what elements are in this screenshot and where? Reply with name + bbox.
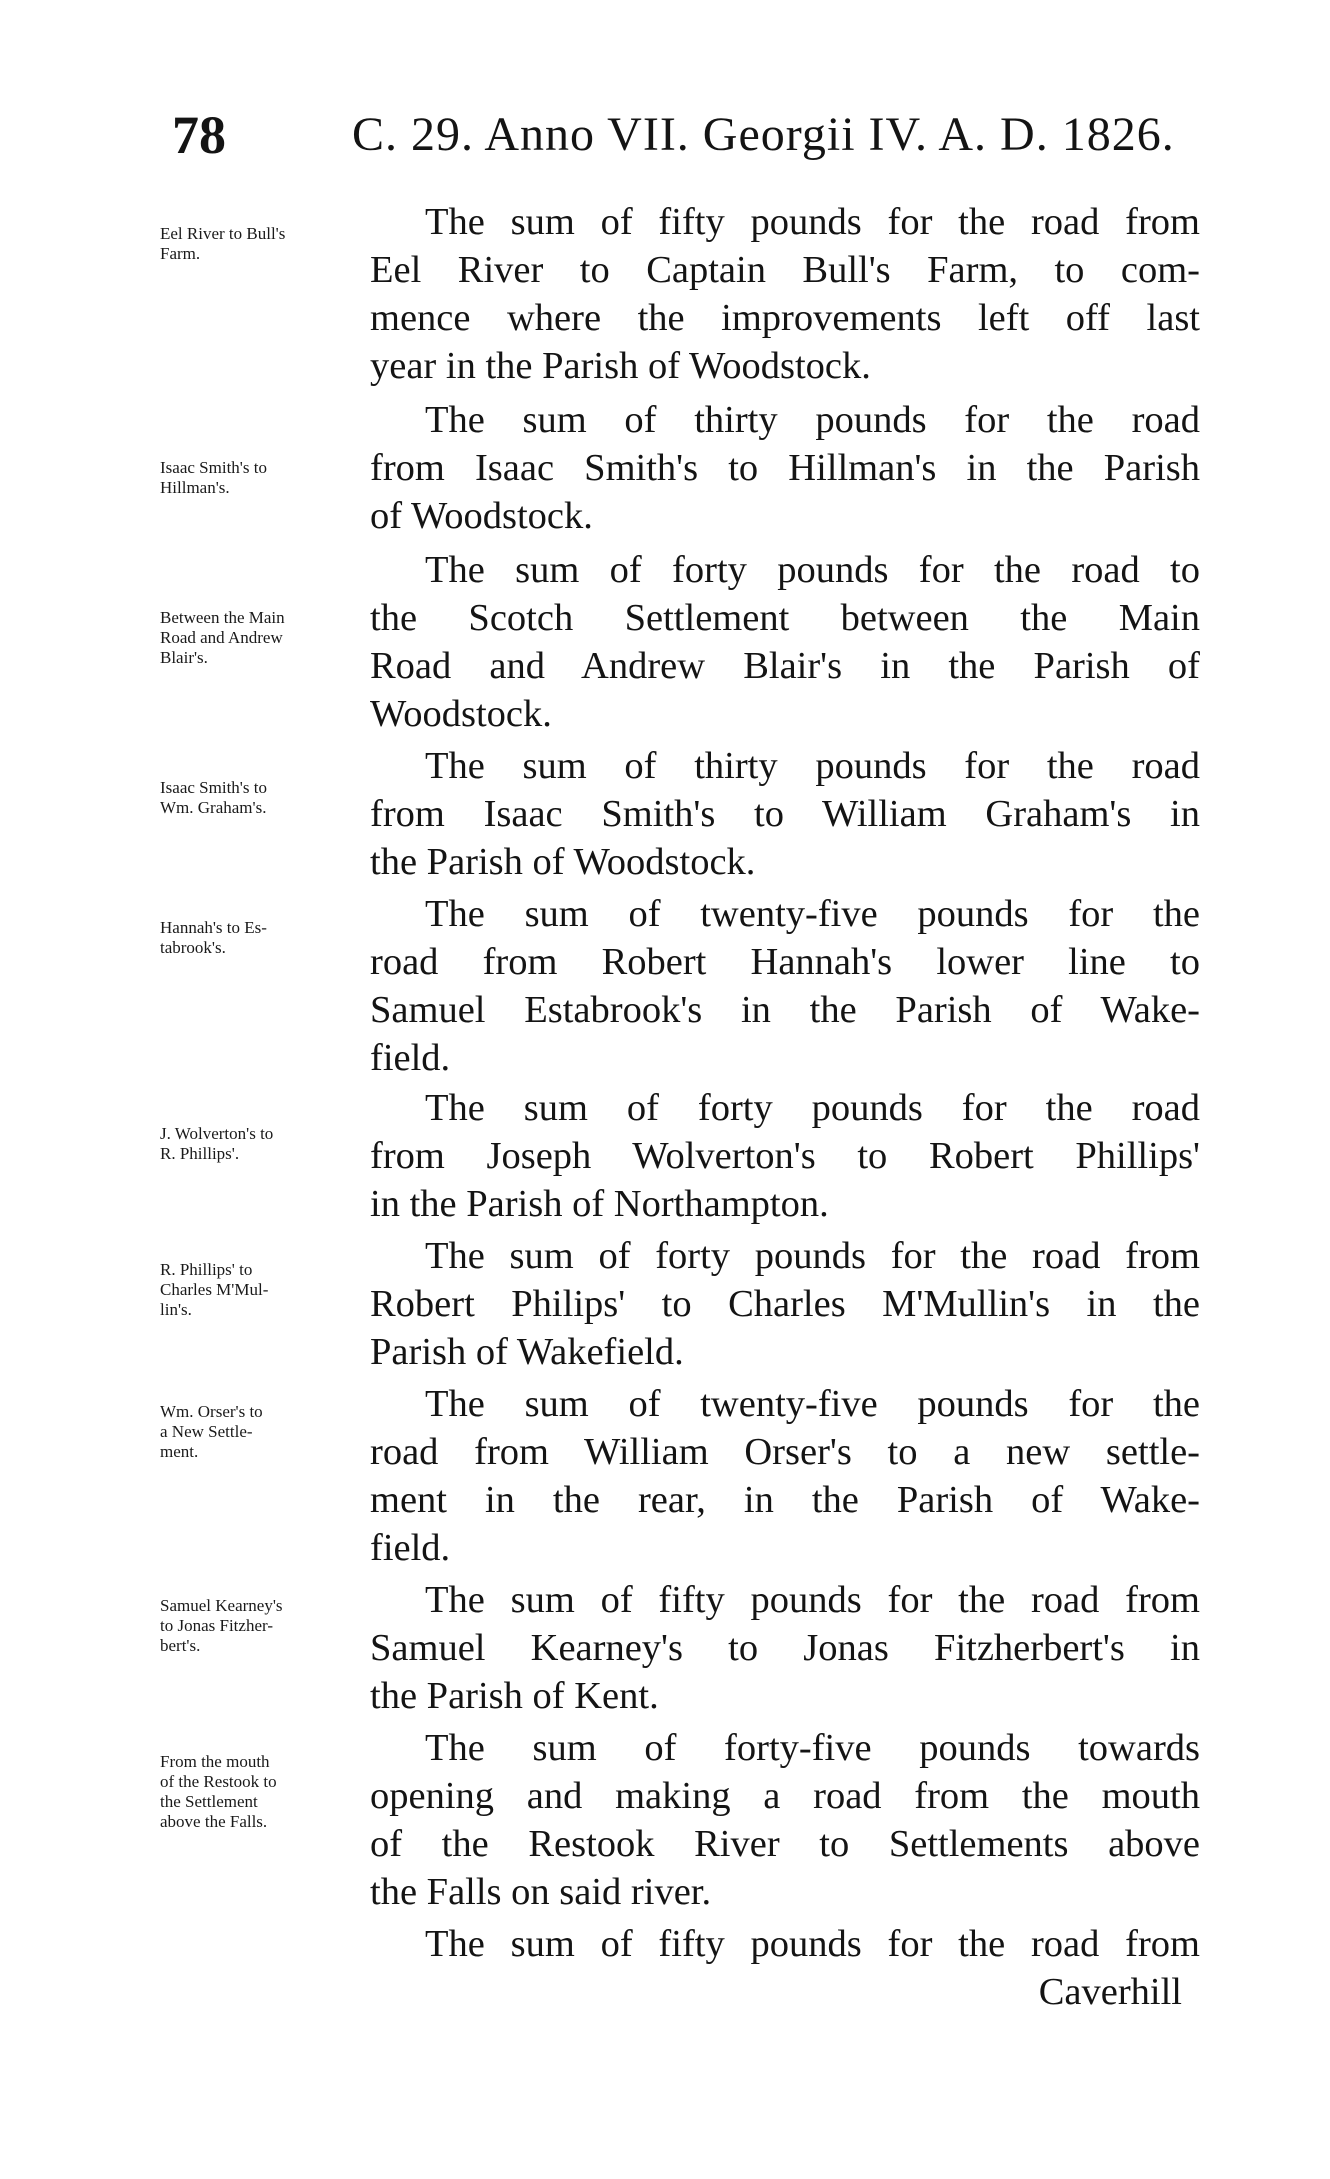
text-line: Samuel Estabrook's in the Parish of Wake- bbox=[370, 989, 1200, 1031]
margin-note bbox=[160, 918, 360, 958]
margin-note bbox=[160, 1752, 360, 1832]
page-header bbox=[172, 100, 1192, 170]
text-line: field. bbox=[370, 1037, 451, 1079]
text-line: road from William Orser's to a new settle- bbox=[370, 1431, 1200, 1473]
margin-note bbox=[160, 224, 360, 264]
text-line: The sum of fifty pounds for the road from bbox=[425, 1923, 1200, 1965]
running-head: C. 29. Anno VII. Georgii IV. A. D. 1826. bbox=[352, 108, 1175, 161]
text-line: road from Robert Hannah's lower line to bbox=[370, 941, 1200, 983]
text-line: Samuel Kearney's to Jonas Fitzherbert's in bbox=[370, 1627, 1200, 1669]
text-line: in the Parish of Northampton. bbox=[370, 1183, 829, 1225]
text-line: of Woodstock. bbox=[370, 495, 593, 537]
margin-note-line: From the mouth bbox=[160, 1752, 270, 1771]
margin-note-line: J. Wolverton's to bbox=[160, 1124, 274, 1143]
margin-note-line: Isaac Smith's to bbox=[160, 778, 267, 797]
text-line: the Parish of Woodstock. bbox=[370, 841, 756, 883]
margin-note bbox=[160, 778, 360, 818]
text-line: field. bbox=[370, 1527, 451, 1569]
margin-note-line: Hannah's to Es- bbox=[160, 918, 267, 937]
page-number: 78 bbox=[172, 105, 226, 165]
entry-text bbox=[370, 890, 1200, 1082]
text-line: of the Restook River to Settlements above bbox=[370, 1823, 1200, 1865]
margin-note-line: Charles M'Mul- bbox=[160, 1280, 269, 1299]
margin-note-line: Isaac Smith's to bbox=[160, 458, 267, 477]
text-line: The sum of fifty pounds for the road from bbox=[425, 1579, 1200, 1621]
text-line: ment in the rear, in the Parish of Wake- bbox=[370, 1479, 1200, 1521]
margin-note bbox=[160, 1596, 360, 1656]
margin-note-line: R. Phillips' to bbox=[160, 1260, 253, 1279]
text-line: from Isaac Smith's to Hillman's in the Parish bbox=[370, 447, 1200, 489]
margin-note-line: bert's. bbox=[160, 1636, 201, 1655]
text-line: The sum of thirty pounds for the road bbox=[425, 399, 1200, 441]
text-line: The sum of twenty-five pounds for the bbox=[425, 1383, 1200, 1425]
entry-text bbox=[370, 396, 1200, 540]
entry-text bbox=[370, 1232, 1200, 1376]
margin-note-line: above the Falls. bbox=[160, 1812, 268, 1831]
margin-note bbox=[160, 458, 360, 498]
entry-text bbox=[370, 1084, 1200, 1228]
text-line: The sum of twenty-five pounds for the bbox=[425, 893, 1200, 935]
text-line: Road and Andrew Blair's in the Parish of bbox=[370, 645, 1200, 687]
text-line: The sum of forty pounds for the road to bbox=[425, 549, 1200, 591]
text-line: the Scotch Settlement between the Main bbox=[370, 597, 1200, 639]
text-line: Eel River to Captain Bull's Farm, to com- bbox=[370, 249, 1200, 291]
margin-note-line: Wm. Orser's to bbox=[160, 1402, 263, 1421]
margin-note-line: Samuel Kearney's bbox=[160, 1596, 283, 1615]
text-line: Parish of Wakefield. bbox=[370, 1331, 684, 1373]
entry-text bbox=[370, 198, 1200, 390]
margin-note-line: to Jonas Fitzher- bbox=[160, 1616, 273, 1635]
text-line: from Joseph Wolverton's to Robert Phillips' bbox=[370, 1135, 1200, 1177]
text-line: The sum of fifty pounds for the road from bbox=[425, 201, 1200, 243]
margin-note-line: Road and Andrew bbox=[160, 628, 283, 647]
entry-text bbox=[370, 1576, 1200, 1720]
text-line: The sum of thirty pounds for the road bbox=[425, 745, 1200, 787]
text-line: mence where the improvements left off last bbox=[370, 297, 1200, 339]
margin-note-line: Farm. bbox=[160, 244, 201, 263]
margin-note-line: Eel River to Bull's bbox=[160, 224, 286, 243]
margin-note-line: the Settlement bbox=[160, 1792, 258, 1811]
entry-text bbox=[370, 546, 1200, 738]
margin-note-line: R. Phillips'. bbox=[160, 1144, 240, 1163]
text-line: The sum of forty pounds for the road bbox=[425, 1087, 1200, 1129]
margin-note-line: Wm. Graham's. bbox=[160, 798, 267, 817]
text-line: opening and making a road from the mouth bbox=[370, 1775, 1200, 1817]
text-line: the Parish of Kent. bbox=[370, 1675, 659, 1717]
text-line: the Falls on said river. bbox=[370, 1871, 712, 1913]
margin-note-line: Hillman's. bbox=[160, 478, 230, 497]
entry-text bbox=[370, 1380, 1200, 1572]
entry-text bbox=[370, 742, 1200, 886]
entry-text bbox=[370, 1920, 1200, 2016]
margin-note bbox=[160, 1124, 360, 1164]
margin-note-line: tabrook's. bbox=[160, 938, 226, 957]
entry-text bbox=[370, 1724, 1200, 1916]
margin-note-line: Blair's. bbox=[160, 648, 208, 667]
margin-note bbox=[160, 1260, 360, 1320]
text-line: Robert Philips' to Charles M'Mullin's in the bbox=[370, 1283, 1200, 1325]
margin-note-line: of the Restook to bbox=[160, 1772, 277, 1791]
text-line: year in the Parish of Woodstock. bbox=[370, 345, 871, 387]
text-line: The sum of forty-five pounds towards bbox=[425, 1727, 1200, 1769]
text-line: from Isaac Smith's to William Graham's in bbox=[370, 793, 1200, 835]
catchword: Caverhill bbox=[1038, 1971, 1182, 2013]
margin-note bbox=[160, 608, 360, 668]
text-line: The sum of forty pounds for the road from bbox=[425, 1235, 1200, 1277]
margin-note-line: ment. bbox=[160, 1442, 199, 1461]
margin-note-line: lin's. bbox=[160, 1300, 192, 1319]
text-line: Woodstock. bbox=[370, 693, 552, 735]
margin-note-line: a New Settle- bbox=[160, 1422, 253, 1441]
margin-note-line: Between the Main bbox=[160, 608, 285, 627]
margin-note bbox=[160, 1402, 360, 1462]
